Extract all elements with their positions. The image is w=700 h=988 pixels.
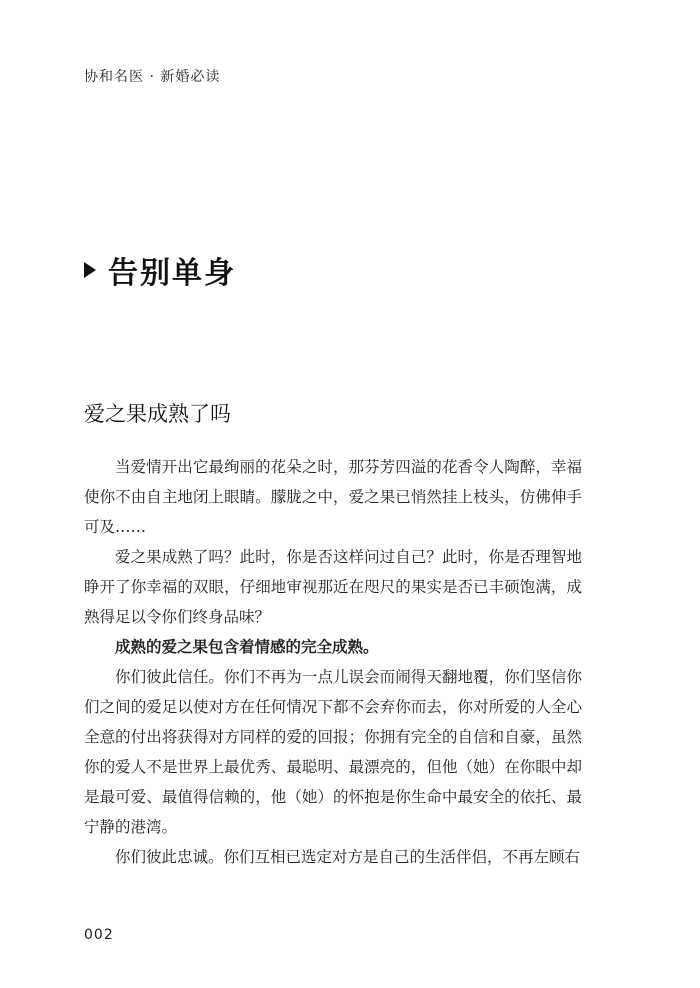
chapter-heading: [84, 248, 236, 292]
section-title: 爱之果成熟了吗: [84, 402, 231, 426]
page-number: 002: [84, 927, 114, 943]
triangle-right-icon: [84, 262, 96, 278]
running-header: 协和名医 · 新婚必读: [84, 69, 221, 85]
bold-paragraph: 成熟的爱之果包含着情感的完全成熟。: [115, 638, 379, 656]
paragraph: 你们彼此忠诚。你们互相已选定对方是自己的生活伴侣，不再左顾右: [115, 848, 581, 866]
chapter-title: 告别单身: [108, 256, 236, 291]
paragraph: 当爱情开出它最绚丽的花朵之时，那芬芳四溢的花香令人陶醉，幸福使你不由自主地闭上眼睛。朦胧之中，爱之果已悄然挂上枝头，仿佛伸手可及……: [84, 458, 582, 536]
paragraph: 爱之果成熟了吗？此时，你是否这样问过自己？此时，你是否理智地睁开了你幸福的双眼，仔细地审视那近在咫尺的果实是否已丰硕饱满，成熟得足以令你们终身品味？: [84, 548, 582, 626]
paragraph: 你们彼此信任。你们不再为一点儿误会而闹得天翻地覆，你们坚信你们之间的爱足以使对方在任何情况下都不会弃你而去，你对所爱的人全心全意的付出将获得对方同样的爱的回报；你拥有完全的自信和自豪，虽然你的爱人不是世界上最优秀、最聪明、最漂亮的，但他（她）在你眼中却是最可爱、最值得信赖的，他（她）的怀抱是你生命中最安全的依托、最宁静的港湾。: [84, 668, 582, 836]
body-text: [84, 452, 582, 872]
